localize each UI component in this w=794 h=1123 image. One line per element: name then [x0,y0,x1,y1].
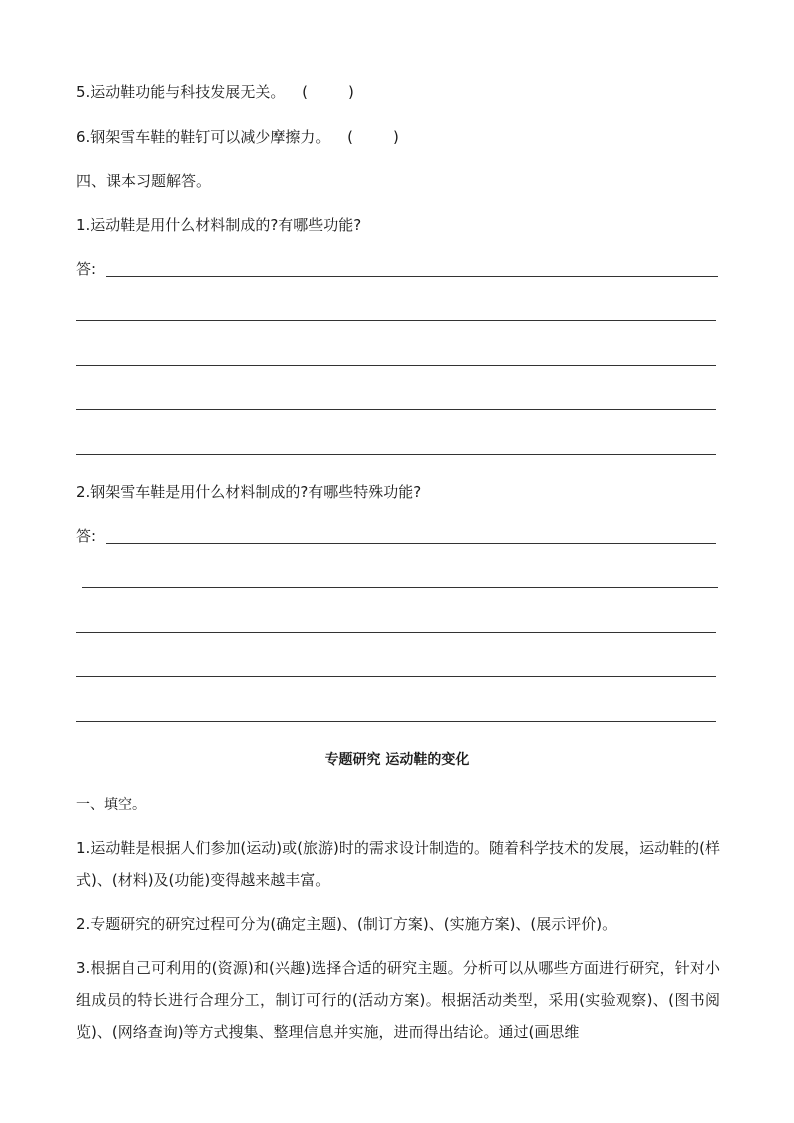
judge-item-5-text: 5.运动鞋功能与科技发展无关。 [76,83,286,101]
judge-item-6-bracket-close: ) [392,128,399,146]
judge-item-6 [76,127,399,147]
question-1-answer-line-4[interactable] [76,409,716,410]
judge-item-5 [76,82,354,102]
fill-heading: 一、填空。 [76,797,146,813]
topic-title: 专题研究 运动鞋的变化 [324,752,470,768]
question-1: 1.运动鞋是用什么材料制成的?有哪些功能? [76,216,362,234]
fill-paragraph-3: 3.根据自己可利用的(资源)和(兴趣)选择合适的研究主题。分析可以从哪些方面进行研究，针对小组成员的特长进行合理分工，制订可行的(活动方案)。根据活动类型，采用(实验观察)、(图书阅览)、(网络查询)等方式搜集、整理信息并实施，进而得出结论。通过(画思维 [76,959,720,1041]
fill-paragraph-2: 2.专题研究的研究过程可分为(确定主题)、(制订方案)、(实施方案)、(展示评价)。 [76,915,618,933]
question-2-answer-line-5[interactable] [76,721,716,722]
part-four-heading: 四、课本习题解答。 [76,172,212,190]
question-1-answer-line-1[interactable] [106,276,718,277]
judge-item-5-bracket-open: ( [302,83,308,101]
question-2-answer-line-4[interactable] [76,676,716,677]
judge-item-6-text: 6.钢架雪车鞋的鞋钉可以减少摩擦力。 [76,128,331,146]
question-2: 2.钢架雪车鞋是用什么材料制成的?有哪些特殊功能? [76,483,422,501]
question-1-answer-line-2[interactable] [76,320,716,321]
question-1-answer-line-3[interactable] [76,365,716,366]
fill-paragraph-1: 1.运动鞋是根据人们参加(运动)或(旅游)时的需求设计制造的。随着科学技术的发展，运动鞋的(样式)、(材料)及(功能)变得越来越丰富。 [76,839,720,889]
judge-item-5-bracket-close: ) [347,83,354,101]
judge-item-6-bracket-open: ( [347,128,353,146]
question-2-answer-line-1[interactable] [106,543,716,544]
question-1-answer-label: 答: [76,260,97,278]
question-2-answer-label: 答: [76,527,97,545]
question-2-answer-line-2[interactable] [82,587,718,588]
question-1-answer-line-5[interactable] [76,454,716,455]
question-2-answer-line-3[interactable] [76,632,716,633]
